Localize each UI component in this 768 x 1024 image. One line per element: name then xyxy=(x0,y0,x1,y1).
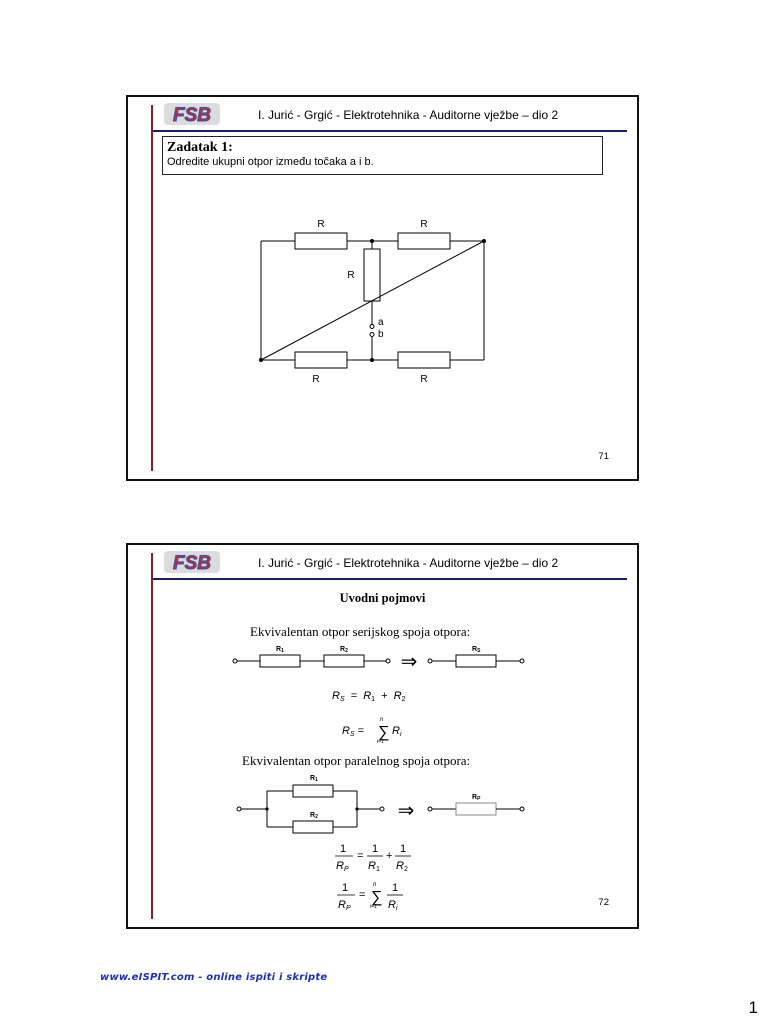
sheet-number: 1 xyxy=(748,998,758,1017)
implies-arrow: ⇒ xyxy=(397,800,415,822)
label-node-a: a xyxy=(378,317,384,328)
fsb-logo xyxy=(164,549,220,575)
svg-text:n: n xyxy=(380,717,384,723)
svg-text:∑: ∑ xyxy=(378,724,390,741)
header-title: I. Jurić - Grgić - Elektrotehnika - Auditorne vježbe – dio 2 xyxy=(258,108,559,122)
svg-text:=: = xyxy=(357,850,364,862)
svg-text:R1: R1 xyxy=(368,860,380,873)
parallel-circuit-diagram xyxy=(234,771,534,841)
formula-rs-sum-of-two: RS = R1 + R2 xyxy=(332,690,406,703)
label-node-b: b xyxy=(378,329,384,340)
svg-text:∑: ∑ xyxy=(371,889,383,906)
svg-text:n: n xyxy=(373,882,377,888)
svg-text:R2: R2 xyxy=(310,812,318,820)
formula-rp-two-resistors xyxy=(335,843,411,873)
page-number: 71 xyxy=(598,451,609,462)
fsb-logo xyxy=(164,101,220,127)
svg-text:RS=: RS = xyxy=(342,725,365,738)
svg-text:1: 1 xyxy=(341,882,349,894)
svg-text:R2: R2 xyxy=(340,646,348,654)
label-r-top-right: R xyxy=(420,219,428,230)
svg-text:i=1: i=1 xyxy=(377,739,384,745)
resistor-top-right xyxy=(398,233,450,249)
task-title: Zadatak 1: xyxy=(167,140,233,155)
label-r-top-left: R xyxy=(317,219,325,230)
svg-text:RP: RP xyxy=(336,860,349,873)
series-circuit-diagram xyxy=(226,641,536,671)
svg-text:FSB: FSB xyxy=(173,553,211,574)
task-text: Odredite ukupni otpor između točaka a i b. xyxy=(167,156,374,168)
svg-text:1: 1 xyxy=(399,843,407,855)
header-rule xyxy=(153,130,627,132)
page-number: 72 xyxy=(598,897,609,908)
svg-text:1: 1 xyxy=(371,843,379,855)
svg-text:Ri: Ri xyxy=(392,725,402,738)
label-r-bottom-right: R xyxy=(420,374,428,385)
svg-text:RP: RP xyxy=(472,794,481,802)
slide-71 xyxy=(126,95,639,481)
series-formulas xyxy=(328,683,428,745)
accent-bar xyxy=(151,553,153,919)
svg-text:=: = xyxy=(359,889,366,901)
footer-link[interactable]: www.eISPIT.com - online ispiti i skripte xyxy=(100,972,328,983)
svg-text:Ri: Ri xyxy=(388,899,398,912)
label-r-middle: R xyxy=(347,270,355,281)
accent-bar xyxy=(151,105,153,471)
resistor-bottom-left xyxy=(295,352,347,368)
parallel-formulas xyxy=(333,840,443,920)
series-heading: Ekvivalentan otpor serijskog spoja otpora: xyxy=(250,624,471,639)
svg-text:R1: R1 xyxy=(276,646,284,654)
slide-72 xyxy=(126,543,639,929)
parallel-heading: Ekvivalentan otpor paralelnog spoja otpora: xyxy=(242,753,471,768)
implies-arrow: ⇒ xyxy=(400,651,418,671)
svg-text:i=1: i=1 xyxy=(370,904,377,910)
svg-text:1: 1 xyxy=(339,843,347,855)
resistor-middle xyxy=(364,249,380,301)
header-title: I. Jurić - Grgić - Elektrotehnika - Auditorne vježbe – dio 2 xyxy=(258,556,559,570)
slide-title: Uvodni pojmovi xyxy=(339,591,426,605)
bridge-circuit-diagram xyxy=(248,207,508,397)
svg-text:1: 1 xyxy=(391,882,399,894)
svg-text:R1: R1 xyxy=(310,775,318,783)
svg-text:FSB: FSB xyxy=(173,105,211,126)
formula-rp-summation xyxy=(337,882,403,912)
task-box xyxy=(162,136,603,175)
resistor-top-left xyxy=(295,233,347,249)
resistor-bottom-right xyxy=(398,352,450,368)
svg-text:RP: RP xyxy=(338,899,351,912)
svg-text:RS: RS xyxy=(472,646,481,654)
header-rule xyxy=(153,578,627,580)
label-r-bottom-left: R xyxy=(312,374,320,385)
formula-rs-summation xyxy=(342,717,402,745)
svg-text:+: + xyxy=(386,850,393,862)
svg-text:R2: R2 xyxy=(396,860,408,873)
